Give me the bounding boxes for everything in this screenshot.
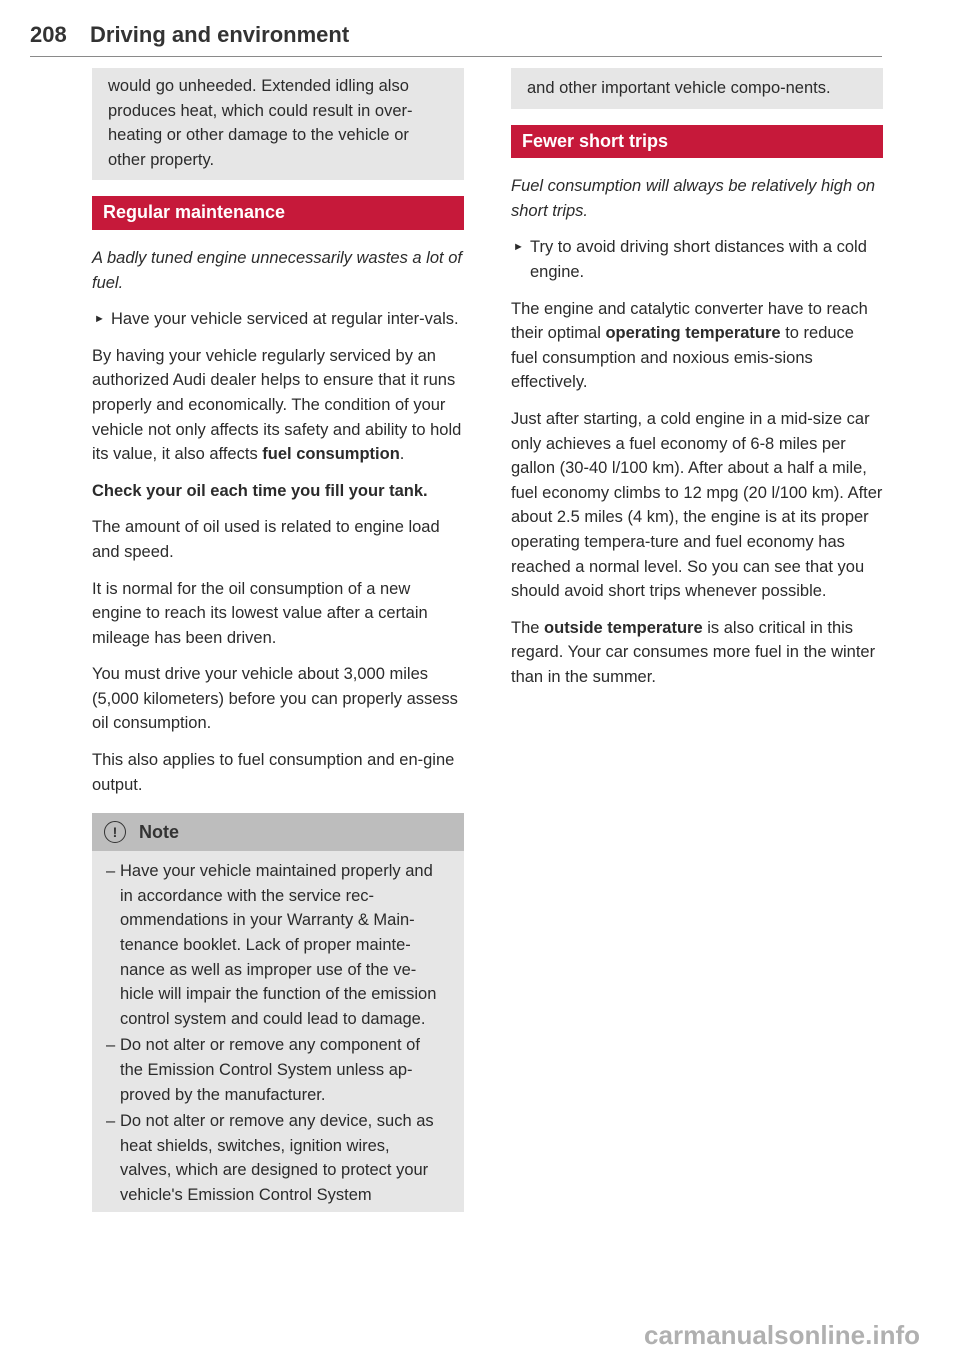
emphasis-text: operating temperature (605, 324, 781, 343)
paragraph (92, 344, 464, 467)
left-column (92, 68, 464, 1212)
section-title-fewer-short-trips: Fewer short trips (511, 125, 883, 159)
bullet-text: Have your vehicle serviced at regular inter-vals. (111, 310, 459, 329)
paragraph-end: . (399, 445, 405, 464)
paragraph-text: to reduce fuel consumption and noxious emis-sions effectively. (511, 324, 854, 392)
section-intro: Fuel consumption will always be relatively high on short trips. (511, 177, 876, 220)
arrow-icon: ► (94, 313, 105, 326)
paragraph-text: is also critical in this regard. Your car consumes more fuel in the winter than in the summer. (511, 618, 876, 686)
arrow-icon: ► (513, 241, 524, 254)
paragraph (511, 297, 883, 395)
paragraph: You must drive your vehicle about 3,000 miles (5,000 kilometers) before you can properly assess oil consumption. (92, 665, 458, 733)
note-header (92, 813, 464, 851)
paragraph: It is normal for the oil consumption of a new engine to reach its lowest value after a certain mileage has been driven. (92, 579, 428, 647)
instruction-bullet (511, 235, 883, 284)
paragraph: This also applies to fuel consumption and en-gine output. (92, 751, 455, 794)
exclamation-icon: ! (104, 821, 126, 843)
page-number: 208 (30, 22, 67, 47)
note-item: – Do not alter or remove any component of the Emission Control System unless ap-proved by the manufacturer. (106, 1033, 444, 1107)
oil-check-heading: Check your oil each time you fill your tank. (92, 481, 428, 500)
section-intro: A badly tuned engine unnecessarily wastes a lot of fuel. (92, 248, 462, 292)
note-item: – Have your vehicle maintained properly and in accordance with the service rec-ommendations in your Warranty & Main-tenance booklet. Lack of proper mainte-nance as well as improper use of the ve-hicle will impair the function of the emission control system and could lead to damage. (106, 859, 444, 1031)
continued-text: and other important vehicle compo-nents. (527, 79, 831, 97)
emphasis-text: fuel consumption (262, 445, 400, 464)
watermark: carmanualsonline.info (644, 1320, 920, 1350)
paragraph-text: The (511, 618, 540, 637)
chapter-title: Driving and environment (90, 22, 350, 47)
right-column (511, 68, 883, 701)
paragraph-text: The engine and catalytic converter have to reach their optimal (511, 299, 868, 343)
page-header (30, 20, 882, 57)
note-item: – Do not alter or remove any device, such as heat shields, switches, ignition wires, valves, which are designed to protect your vehicle's Emission Control System (106, 1109, 444, 1207)
continued-box (92, 68, 464, 180)
note-title: Note (139, 822, 179, 843)
paragraph (511, 616, 883, 690)
continued-box (511, 68, 883, 109)
emphasis-text: outside temperature (544, 618, 703, 637)
paragraph: The amount of oil used is related to engine load and speed. (92, 518, 440, 561)
paragraph-text: By having your vehicle regularly serviced by an authorized Audi dealer helps to ensure that it runs properly and economically. The condition of your vehicle not only affects its safety and ability to hold its value, it also affects (92, 346, 462, 464)
paragraph: Just after starting, a cold engine in a mid-size car only achieves a fuel economy of 6-8 miles per gallon (30-40 l/100 km). After about a half a mile, fuel economy climbs to 12 mpg (20 l/100 km). After about 2.5 miles (4 km), the engine is at its proper operating tempera-ture and fuel economy has reached a normal level. So you can see that you should avoid short trips whenever possible. (511, 409, 883, 601)
section-title-regular-maintenance: Regular maintenance (92, 196, 464, 230)
instruction-bullet (92, 307, 464, 332)
continued-text: would go unheeded. Extended idling also produces heat, which could result in over-heating or other damage to the vehicle or other property. (108, 77, 413, 169)
bullet-text: Try to avoid driving short distances with a cold engine. (530, 238, 867, 281)
note-box (92, 813, 464, 1211)
note-list (92, 851, 464, 1211)
